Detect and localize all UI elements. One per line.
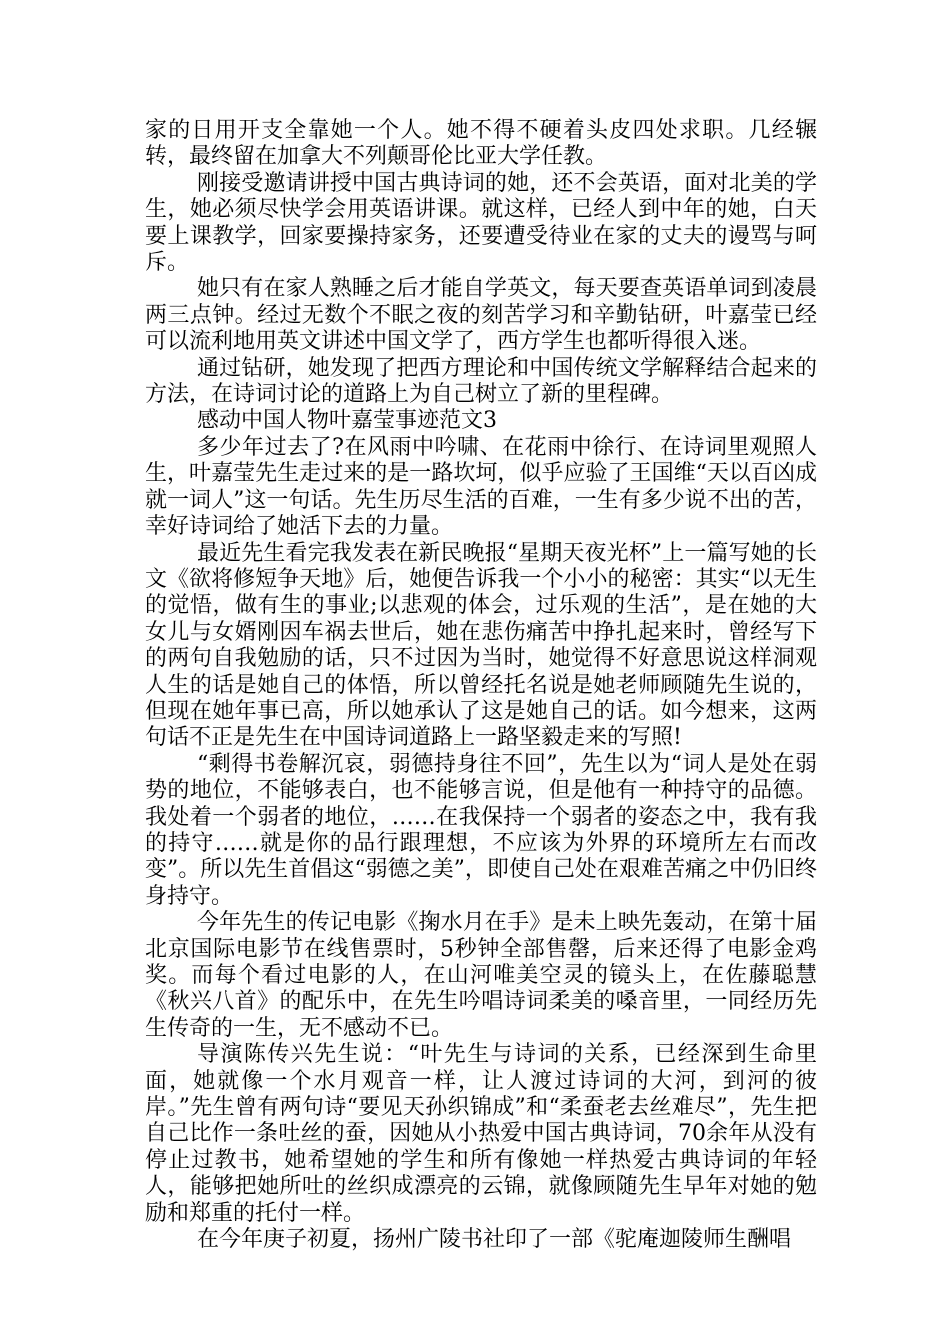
paragraph-2: 刚接受邀请讲授中国古典诗词的她，还不会英语，面对北美的学生，她必须尽快学会用英语讲课。就这样，已经人到中年的她，白天要上课教学，回家要操持家务，还要遭受待业在家的丈夫的谩骂与呵斥。 xyxy=(145,170,817,276)
paragraph-3: 她只有在家人熟睡之后才能自学英文，每天要查英语单词到凌晨两三点钟。经过无数个不眠之夜的刻苦学习和辛勤钻研，叶嘉莹已经可以流利地用英文讲述中国文学了，西方学生也都听得很入迷。 xyxy=(145,276,817,355)
section-heading: 感动中国人物叶嘉莹事迹范文3 xyxy=(197,408,497,434)
paragraph-7: “剩得书卷解沉哀，弱德持身往不回”，先生以为“词人是处在弱势的地位，不能够表白，也不能够言说，但是他有一种持守的品德。我处着一个弱者的地位，……在我保持一个弱者的姿态之中，我有我的持守……就是你的品行跟理想，不应该为外界的环境所左右而改变”。所以先生首倡这“弱德之美”，即使自己处在艰难苦痛之中仍旧终身持守。 xyxy=(145,751,817,909)
paragraph-1: 家的日用开支全靠她一个人。她不得不硬着头皮四处求职。几经辗转，最终留在加拿大不列颠哥伦比亚大学任教。 xyxy=(145,118,817,170)
paragraph-9: 导演陈传兴先生说：“叶先生与诗词的关系，已经深到生命里面，她就像一个水月观音一样，让人渡过诗词的大河，到河的彼岸。”先生曾有两句诗“要见天孙织锦成”和“柔蚕老去丝难尽”，先生把自己比作一条吐丝的蚕，因她从小热爱中国古典诗词，70余年从没有停止过教书，她希望她的学生和所有像她一样热爱古典诗词的年轻人，能够把她所吐的丝织成漂亮的云锦，就像顾随先生早年对她的勉励和郑重的托付一样。 xyxy=(145,1042,817,1226)
paragraph-4: 通过钻研，她发现了把西方理论和中国传统文学解释结合起来的方法，在诗词讨论的道路上为自己树立了新的里程碑。 xyxy=(145,355,817,408)
paragraph-8: 今年先生的传记电影《掬水月在手》是未上映先轰动，在第十届北京国际电影节在线售票时，5秒钟全部售罄，后来还得了电影金鸡奖。而每个看过电影的人，在山河唯美空灵的镜头上，在佐藤聪慧《秋兴八首》的配乐中，在先生吟唱诗词柔美的嗓音里，一同经历先生传奇的一生，无不感动不已。 xyxy=(145,910,817,1041)
paragraph-6: 最近先生看完我发表在新民晚报“星期天夜光杯”上一篇写她的长文《欲将修短争天地》后，她便告诉我一个小小的秘密：其实“以无生的觉悟，做有生的事业;以悲观的体会，过乐观的生活”，是在她的大女儿与女婿刚因车祸去世后，她在悲伤痛苦中挣扎起来时，曾经写下的两句自我勉励的话，只不过因为当时，她觉得不好意思说这样洞观人生的话是她自己的体悟，所以曾经托名说是她老师顾随先生说的，但现在她年事已高，所以她承认了这是她自己的话。如今想来，这两句话不正是先生在中国诗词道路上一路坚毅走来的写照! xyxy=(145,540,817,751)
article-body xyxy=(145,118,817,1253)
paragraph-5: 多少年过去了?在风雨中吟啸、在花雨中徐行、在诗词里观照人生，叶嘉莹先生走过来的是一路坎坷，似乎应验了王国维“天以百凶成就一词人”这一句话。先生历尽生活的百难，一生有多少说不出的苦，幸好诗词给了她活下去的力量。 xyxy=(145,434,817,540)
paragraph-10: 在今年庚子初夏，扬州广陵书社印了一部《驼庵迦陵师生酬唱 xyxy=(197,1227,792,1253)
